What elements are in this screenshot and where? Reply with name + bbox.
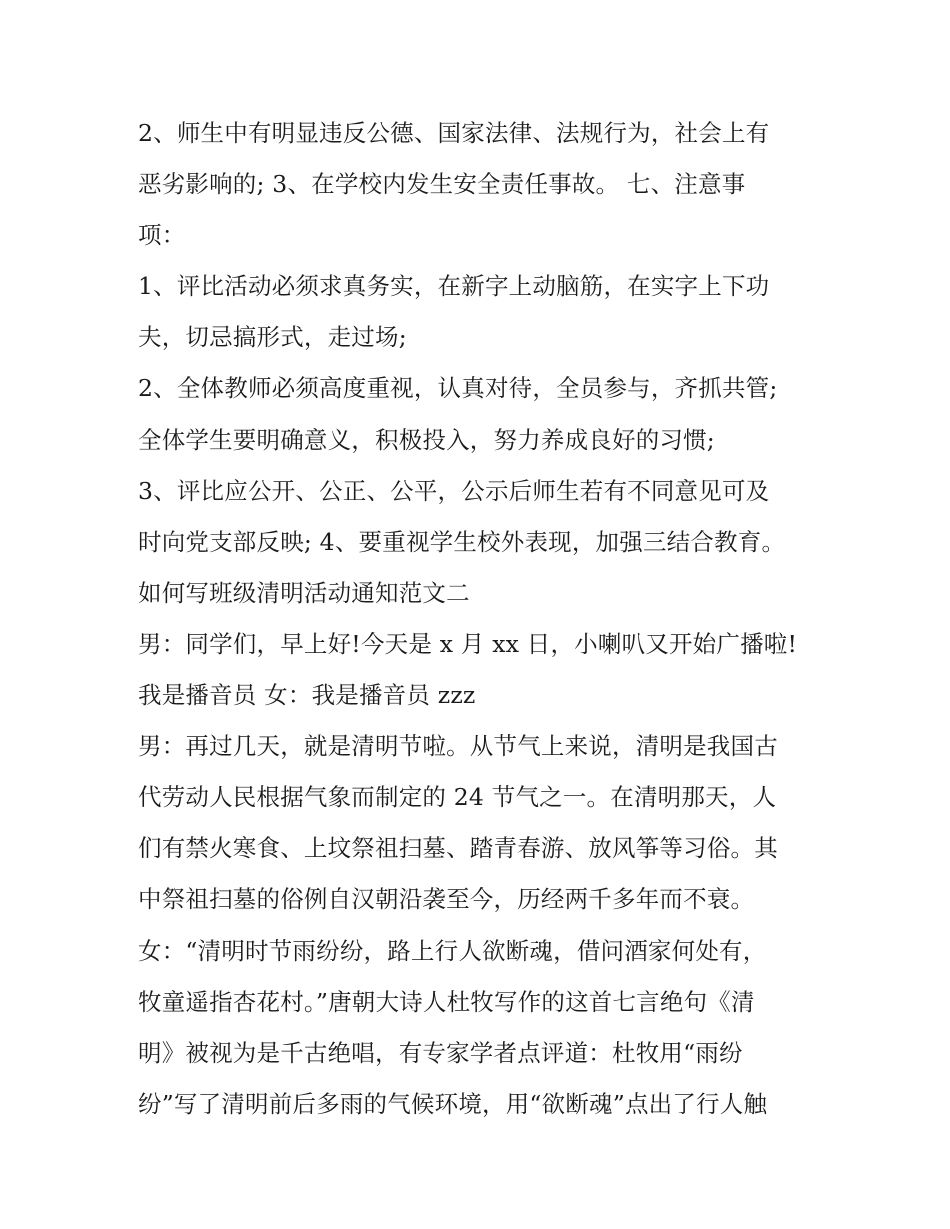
text-line: 2、全体教师必须高度重视，认真对待，全员参与，齐抓共管; (138, 374, 778, 403)
text-line: 项： (138, 221, 186, 250)
text-line: 恶劣影响的; 3、在学校内发生安全责任事故。 七、注意事 (138, 170, 746, 199)
text-line: 男：再过几天，就是清明节啦。从节气上来说，清明是我国古 (138, 732, 778, 761)
text-line: 时向党支部反映; 4、要重视学生校外表现，加强三结合教育。 (138, 527, 786, 556)
text-line: 代劳动人民根据气象而制定的 24 节气之一。在清明那天，人 (138, 783, 777, 812)
text-line: 男：同学们，早上好!今天是 x 月 xx 日，小喇叭又开始广播啦! (138, 629, 798, 658)
text-line: 我是播音员 女：我是播音员 zzz (138, 681, 476, 710)
text-line: 中祭祖扫墓的俗例自汉朝沿袭至今，历经两千多年而不衰。 (138, 885, 755, 914)
text-line: 2、师生中有明显违反公德、国家法律、法规行为，社会上有 (138, 119, 770, 147)
document-body (138, 108, 828, 1130)
text-line: 全体学生要明确意义，积极投入，努力养成良好的习惯; (138, 425, 715, 454)
text-line: 夫，切忌搞形式，走过场; (138, 323, 407, 352)
text-line: 3、评比应公开、公正、公平，公示后师生若有不同意见可及 (138, 476, 770, 505)
text-line: 们有禁火寒食、上坟祭祖扫墓、踏青春游、放风筝等习俗。其 (138, 834, 778, 863)
text-line: 纷”写了清明前后多雨的气候环境，用“欲断魂”点出了行人触 (138, 1089, 768, 1118)
text-line: 1、评比活动必须求真务实，在新字上动脑筋，在实字上下功 (138, 272, 770, 301)
text-line: 女：“清明时节雨纷纷，路上行人欲断魂，借问酒家何处有， (138, 936, 767, 965)
text-line: 明》被视为是千古绝唱，有专家学者点评道：杜牧用“雨纷 (138, 1038, 743, 1067)
text-line: 牧童遥指杏花村。”唐朝大诗人杜牧写作的这首七言绝句《清 (138, 987, 755, 1016)
section-heading: 如何写班级清明活动通知范文二 (138, 578, 470, 607)
